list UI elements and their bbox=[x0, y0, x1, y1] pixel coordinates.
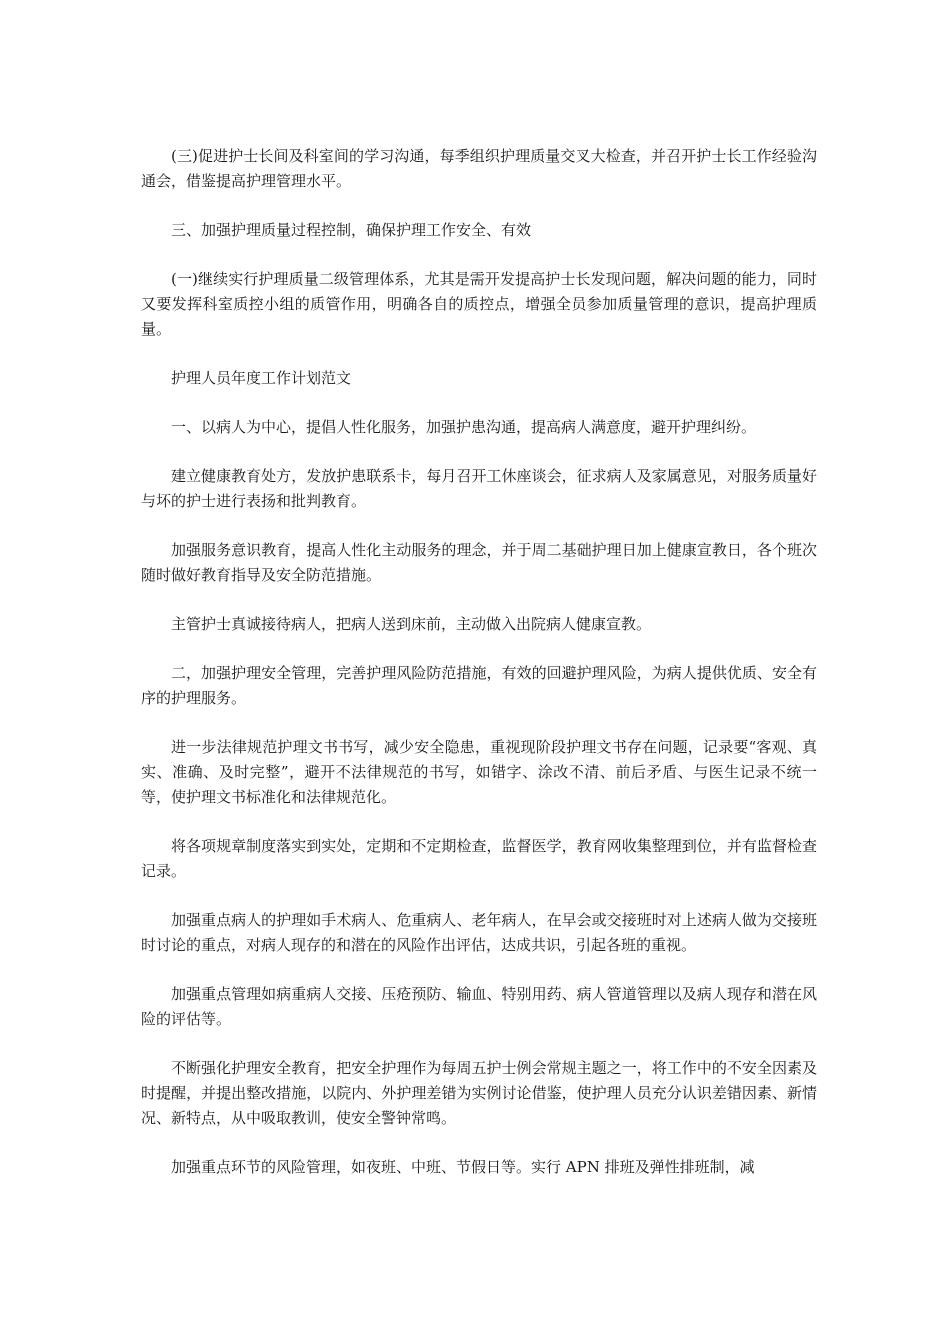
paragraph-15: 加强重点环节的风险管理，如夜班、中班、节假日等。实行 APN 排班及弹性排班制，减 bbox=[171, 1158, 755, 1176]
paragraph-6: 建立健康教育处方，发放护患联系卡，每月召开工休座谈会，征求病人及家属意见，对服务质量好与坏的护士进行表扬和批判教育。 bbox=[141, 467, 817, 510]
paragraph-8: 主管护士真诚接待病人，把病人送到床前，主动做入出院病人健康宣教。 bbox=[171, 615, 652, 633]
paragraph-12: 加强重点病人的护理如手术病人、危重病人、老年病人，在早会或交接班时对上述病人做为交接班时讨论的重点，对病人现存的和潜在的风险作出评估，达成共识，引起各班的重视。 bbox=[141, 911, 817, 954]
paragraph-5: 一、以病人为中心，提倡人性化服务，加强护患沟通，提高病人满意度，避开护理纠纷。 bbox=[171, 418, 757, 436]
paragraph-7: 加强服务意识教育，提高人性化主动服务的理念，并于周二基础护理日加上健康宣教日，各个班次随时做好教育指导及安全防范措施。 bbox=[141, 541, 817, 584]
paragraph-10: 进一步法律规范护理文书书写，减少安全隐患，重视现阶段护理文书存在问题，记录要“客观、真实、准确、及时完整”，避开不法律规范的书写，如错字、涂改不清、前后矛盾、与医生记录不统一等，使护理文书标准化和法律规范化。 bbox=[141, 738, 817, 806]
paragraph-11: 将各项规章制度落实到实处，定期和不定期检查，监督医学，教育网收集整理到位，并有监督检查记录。 bbox=[141, 837, 817, 880]
paragraph-2: 三、加强护理质量过程控制，确保护理工作安全、有效 bbox=[171, 221, 532, 239]
section-heading: 护理人员年度工作计划范文 bbox=[171, 369, 352, 387]
paragraph-9: 二，加强护理安全管理，完善护理风险防范措施，有效的回避护理风险，为病人提供优质、安全有序的护理服务。 bbox=[141, 664, 817, 707]
paragraph-1: (三)促进护士长间及科室间的学习沟通，每季组织护理质量交叉大检查，并召开护士长工作经验沟通会，借鉴提高护理管理水平。 bbox=[141, 147, 817, 190]
document-body bbox=[141, 144, 817, 1204]
paragraph-3: (一)继续实行护理质量二级管理体系，尤其是需开发提高护士长发现问题，解决问题的能力，同时又要发挥科室质控小组的质管作用，明确各自的质控点，增强全员参加质量管理的意识，提高护理质量。 bbox=[141, 270, 817, 338]
paragraph-14: 不断强化护理安全教育，把安全护理作为每周五护士例会常规主题之一，将工作中的不安全因素及时提醒，并提出整改措施，以院内、外护理差错为实例讨论借鉴，使护理人员充分认识差错因素、新情况、新特点，从中吸取教训，使安全警钟常鸣。 bbox=[141, 1059, 817, 1127]
paragraph-13: 加强重点管理如病重病人交接、压疮预防、输血、特别用药、病人管道管理以及病人现存和潜在风险的评估等。 bbox=[141, 985, 817, 1028]
